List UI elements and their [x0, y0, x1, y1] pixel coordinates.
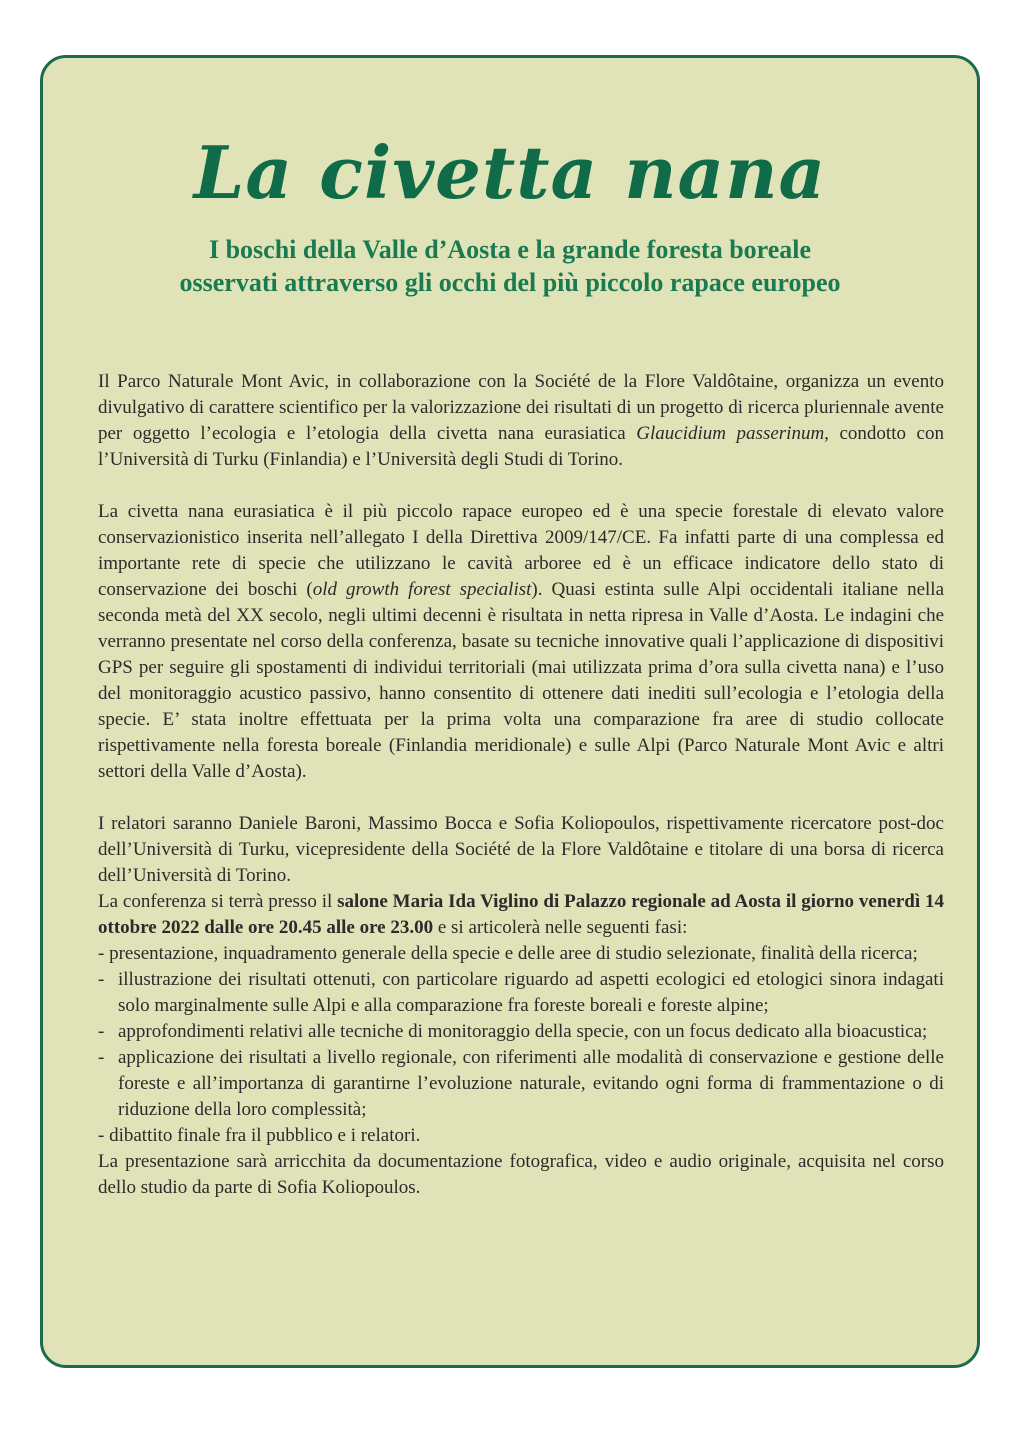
- description-text-a: La civetta nana eurasiatica è il più piccolo rapace europeo ed è una specie forestale di elevato valore conservazionistico inserita nell’allegato I della Direttiva 2009/147/CE. Fa infatti parte di una complessa ed importante rete di specie che utilizzano le cavità arboree ed è un efficace indicatore dello stato di conservazione dei boschi (: [98, 501, 944, 600]
- description-paragraph: [98, 499, 944, 785]
- subtitle-line-2: osservati attraverso gli occhi del più piccolo rapace europeo: [179, 268, 841, 297]
- subtitle-line-1: I boschi della Valle d’Aosta e la grande foresta boreale: [208, 235, 812, 264]
- intro-paragraph: [98, 369, 944, 473]
- phase-item-3: - approfondimenti relativi alle tecniche di monitoraggio della specie, con un focus dedicato alla bioacustica;: [98, 1019, 944, 1045]
- event-poster-panel: [40, 55, 980, 1368]
- phase-item-5: - dibattito finale fra il pubblico e i relatori.: [98, 1125, 421, 1146]
- closing-paragraph: La presentazione sarà arricchita da documentazione fotografica, video e audio originale, acquisita nel corso dello studio da parte di Sofia Koliopoulos.: [98, 1151, 944, 1198]
- intro-text-a: Il Parco Naturale Mont Avic, in collaborazione con la Société de la Flore Valdôtaine, organizza un evento divulgativo di carattere scientifico per la valorizzazione dei risultati di un progetto di ricerca pluriennale avente per oggetto l’ecologia e l’etologia della civetta nana eurasiatica: [98, 371, 944, 444]
- venue-date-time: salone Maria Ida Viglino di Palazzo regionale ad Aosta il giorno venerdì 14 ottobre 2022 dalle ore 20.45 alle ore 23.00: [98, 891, 944, 938]
- intro-text-b: , condotto con l’Università di Turku (Finlandia) e l’Università degli Studi di Torino.: [98, 423, 944, 470]
- species-name: Glaucidium passerinum: [636, 423, 825, 444]
- english-term: old growth forest specialist: [312, 579, 532, 600]
- phases-list: [98, 941, 944, 1149]
- poster-body: [98, 369, 944, 1201]
- speakers-paragraph: I relatori saranno Daniele Baroni, Massimo Bocca e Sofia Koliopoulos, rispettivamente ricercatore post-doc dell’Università di Turku, vicepresidente della Société de la Flore Valdôtaine e titolare di una borsa di ricerca dell’Università di Torino.: [98, 813, 944, 886]
- phase-item-2: - illustrazione dei risultati ottenuti, con particolare riguardo ad aspetti ecologici ed etologici sinora indagati solo marginalmente sulle Alpi e alla comparazione fra foreste boreali e foreste alpine;: [98, 967, 944, 1019]
- venue-paragraph: [98, 889, 944, 941]
- venue-text-a: La conferenza si terrà presso il: [98, 891, 338, 912]
- poster-subtitle: [43, 233, 977, 299]
- poster-title: La civetta nana: [193, 130, 827, 215]
- phase-item-1: - presentazione, inquadramento generale della specie e delle aree di studio selezionate, finalità della ricerca;: [98, 943, 918, 964]
- phase-item-4: - applicazione dei risultati a livello regionale, con riferimenti alle modalità di conservazione e gestione delle foreste e all’importanza di garantirne l’evoluzione naturale, evitando ogni forma di frammentazione o di riduzione della loro complessità;: [98, 1045, 944, 1123]
- description-text-b: ). Quasi estinta sulle Alpi occidentali italiane nella seconda metà del XX secolo, negli ultimi decenni è risultata in netta ripresa in Valle d’Aosta. Le indagini che verranno presentate nel corso della conferenza, basate su tecniche innovative quali l’applicazione di dispositivi GPS per seguire gli spostamenti di individui territoriali (mai utilizzata prima d’ora sulla civetta nana) e l’uso del monitoraggio acustico passivo, hanno consentito di ottenere dati inediti sull’ecologia e l’etologia della specie. E’ stata inoltre effettuata per la prima volta una comparazione fra aree di studio collocate rispettivamente nella foresta boreale (Finlandia meridionale) e sulle Alpi (Parco Naturale Mont Avic e altri settori della Valle d’Aosta).: [98, 579, 945, 782]
- venue-text-b: e si articolerà nelle seguenti fasi:: [433, 917, 688, 938]
